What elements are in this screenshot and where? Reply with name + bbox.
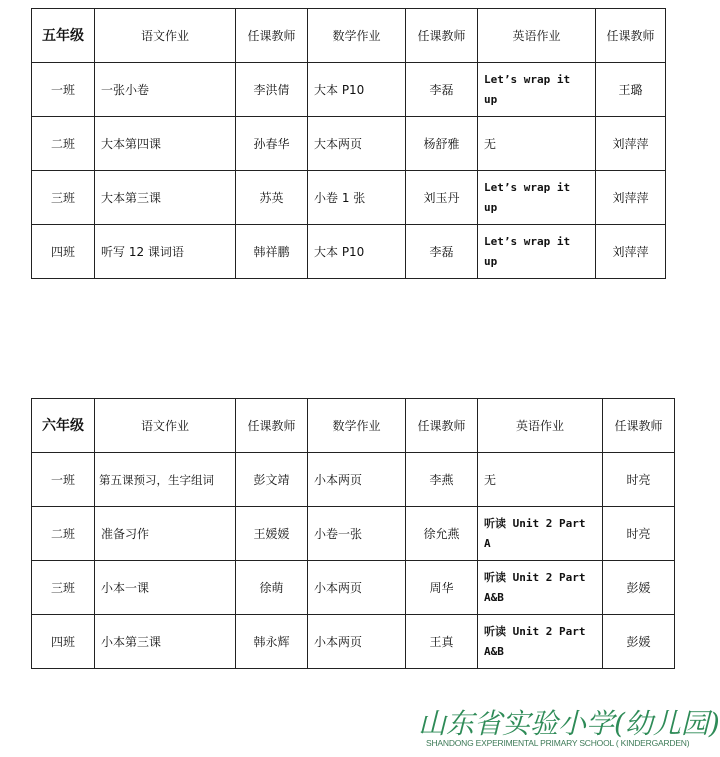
table-row: [32, 507, 675, 561]
column-header: 语文作业: [95, 399, 236, 453]
table-row: [32, 561, 675, 615]
school-logo: [418, 702, 718, 754]
teacher-cell: 李洪倩: [236, 63, 308, 117]
teacher-cell: 刘萍萍: [596, 225, 666, 279]
math-homework-cell: 小卷 1 张: [308, 171, 406, 225]
teacher-cell: 韩祥鹏: [236, 225, 308, 279]
school-name-english: SHANDONG EXPERIMENTAL PRIMARY SCHOOL ( KINDERGARDEN): [426, 738, 690, 748]
grade-label: 六年级: [32, 399, 95, 453]
column-header: 语文作业: [95, 9, 236, 63]
chinese-homework-cell: 小本一课: [95, 561, 236, 615]
teacher-cell: 周华: [406, 561, 478, 615]
math-homework-cell: 大本两页: [308, 117, 406, 171]
column-header: 数学作业: [308, 399, 406, 453]
teacher-cell: 时亮: [603, 453, 675, 507]
table-header-row: [32, 9, 666, 63]
class-cell: 一班: [32, 453, 95, 507]
column-header: 任课教师: [406, 399, 478, 453]
teacher-cell: 徐允燕: [406, 507, 478, 561]
class-cell: 四班: [32, 615, 95, 669]
column-header: 数学作业: [308, 9, 406, 63]
teacher-cell: 时亮: [603, 507, 675, 561]
teacher-cell: 苏英: [236, 171, 308, 225]
teacher-cell: 李燕: [406, 453, 478, 507]
school-name-chinese: 山东省实验小学(幼儿园): [418, 707, 720, 740]
class-cell: 一班: [32, 63, 95, 117]
table-row: [32, 63, 666, 117]
english-homework-cell: 听读 Unit 2 Part A&B: [478, 561, 603, 615]
class-cell: 四班: [32, 225, 95, 279]
teacher-cell: 王真: [406, 615, 478, 669]
class-cell: 三班: [32, 561, 95, 615]
english-homework-cell: 听读 Unit 2 Part A: [478, 507, 603, 561]
column-header: 任课教师: [236, 9, 308, 63]
column-header: 任课教师: [406, 9, 478, 63]
teacher-cell: 刘萍萍: [596, 117, 666, 171]
teacher-cell: 彭文靖: [236, 453, 308, 507]
column-header: 任课教师: [236, 399, 308, 453]
table-row: [32, 117, 666, 171]
teacher-cell: 杨舒雅: [406, 117, 478, 171]
english-homework-cell: 无: [478, 453, 603, 507]
column-header: 任课教师: [603, 399, 675, 453]
grade6-homework-table: [31, 398, 675, 669]
english-homework-cell: 听读 Unit 2 Part A&B: [478, 615, 603, 669]
grade5-homework-table: [31, 8, 666, 279]
table-header-row: [32, 399, 675, 453]
english-homework-cell: Let’s wrap it up: [478, 171, 596, 225]
teacher-cell: 韩永辉: [236, 615, 308, 669]
teacher-cell: 李磊: [406, 63, 478, 117]
teacher-cell: 刘萍萍: [596, 171, 666, 225]
teacher-cell: 李磊: [406, 225, 478, 279]
teacher-cell: 彭媛: [603, 561, 675, 615]
teacher-cell: 刘玉丹: [406, 171, 478, 225]
teacher-cell: 孙春华: [236, 117, 308, 171]
math-homework-cell: 小本两页: [308, 561, 406, 615]
english-homework-cell: 无: [478, 117, 596, 171]
table-row: [32, 615, 675, 669]
math-homework-cell: 小卷一张: [308, 507, 406, 561]
chinese-homework-cell: 第五课预习，生字组词: [95, 453, 236, 507]
math-homework-cell: 小本两页: [308, 615, 406, 669]
grade-label: 五年级: [32, 9, 95, 63]
english-homework-cell: Let’s wrap it up: [478, 63, 596, 117]
class-cell: 二班: [32, 117, 95, 171]
chinese-homework-cell: 大本第三课: [95, 171, 236, 225]
column-header: 英语作业: [478, 399, 603, 453]
chinese-homework-cell: 听写 12 课词语: [95, 225, 236, 279]
math-homework-cell: 大本 P10: [308, 225, 406, 279]
table-row: [32, 453, 675, 507]
chinese-homework-cell: 一张小卷: [95, 63, 236, 117]
table-row: [32, 171, 666, 225]
teacher-cell: 王璐: [596, 63, 666, 117]
table-row: [32, 225, 666, 279]
class-cell: 二班: [32, 507, 95, 561]
chinese-homework-cell: 准备习作: [95, 507, 236, 561]
math-homework-cell: 小本两页: [308, 453, 406, 507]
math-homework-cell: 大本 P10: [308, 63, 406, 117]
english-homework-cell: Let’s wrap it up: [478, 225, 596, 279]
teacher-cell: 王媛媛: [236, 507, 308, 561]
teacher-cell: 彭媛: [603, 615, 675, 669]
class-cell: 三班: [32, 171, 95, 225]
chinese-homework-cell: 大本第四课: [95, 117, 236, 171]
chinese-homework-cell: 小本第三课: [95, 615, 236, 669]
column-header: 英语作业: [478, 9, 596, 63]
teacher-cell: 徐萌: [236, 561, 308, 615]
column-header: 任课教师: [596, 9, 666, 63]
